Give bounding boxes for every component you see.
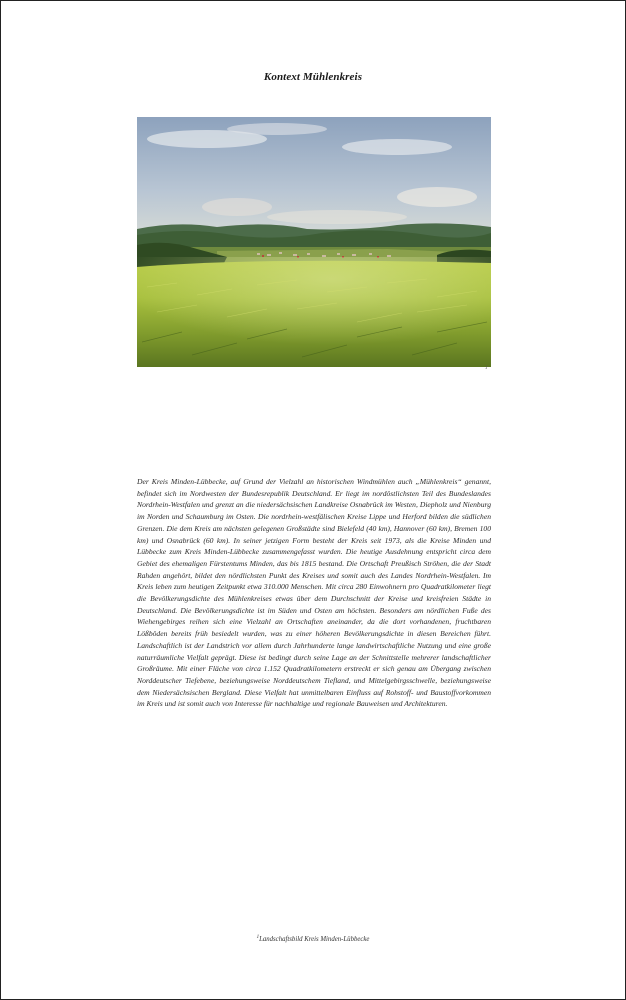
body-paragraph: Der Kreis Minden-Lübbecke, auf Grund der Vielzahl an historischen Windmühlen auch „Mühlenkreis“ genannt, befindet sich im Nordwesten der Bundesrepublik Deutschland. Er liegt im nordöstlichsten Teil des Bundeslandes Nordrhein-Westfalen und grenzt an die niedersächsischen Landkreise Osnabrück im Westen, Diepholz und Nienburg im Norden und Schaumburg im Osten. Die nordrhein-westfälischen Kreise Lippe und Herford bilden die südlichen Grenzen. Die dem Kreis am nächsten gelegenen Großstädte sind Bielefeld (40 km), Hannover (60 km), Bremen 100 km) und Osnabrück (60 km). In seiner jetzigen Form besteht der Kreis seit 1973, als die Kreise Minden und Lübbecke zum Kreis Minden-Lübbecke zusammengefasst wurden. Die heutige Ausdehnung entspricht circa dem Gebiet des ehemaligen Fürstentums Minden, das bis 1815 bestand. Die Ortschaft Preußisch Ströhen, die der Stadt Rahden angehört, bildet den nördlichsten Punkt des Kreises und somit auch des Landes Nordrhein-Westfalen. Im Kreis leben zum heutigen Zeitpunkt etwa 310.000 Menschen. Mit circa 280 Einwohnern pro Quadratkilometer liegt die Bevölkerungsdichte des Mühlenkreises etwas über dem Durchschnitt der Kreise und kreisfreien Städte in Deutschland. Die Bevölkerungsdichte ist im Süden und Osten am höchsten. Besonders am nördlichen Fuße des Wiehengebirges reihen sich eine Vielzahl an Ortschaften aneinander, da die dort vorhandenen, fruchtbaren Lößböden bereits früh besiedelt wurden, was zu einer höheren Bevölkerungsdichte in diesen Bereichen führt. Landschaftlich ist der Landstrich vor allem durch Jahrhunderte lange landwirtschaftliche Nutzung und eine große naturräumliche Vielfalt geprägt. Diese ist bedingt durch seine Lage an der Schnittstelle mehrerer landschaftlicher Großräume. Mit einer Fläche von circa 1.152 Quadratkilometern erstreckt er sich genau am Übergang zwischen Norddeutscher Tiefebene, beziehungsweise Norddeutschem Tiefland, und Mittelgebirgsschwelle, beziehungsweise dem Niedersächsischen Bergland. Diese Vielfalt hat unmittelbaren Einfluss auf Rohstoff- und Baustoffvorkommen im Kreis und ist somit auch von Interesse für nachhaltige und regionale Bauweisen und Architekturen. (137, 477, 491, 709)
landscape-photo (137, 117, 491, 367)
footnote-text: Landschaftsbild Kreis Minden-Lübbecke (259, 936, 370, 943)
page-title: Kontext Mühlenkreis (263, 71, 363, 83)
image-footnote-marker: 1 (485, 366, 488, 371)
footnote (1, 935, 625, 943)
footnote-number: 1 (256, 935, 260, 940)
